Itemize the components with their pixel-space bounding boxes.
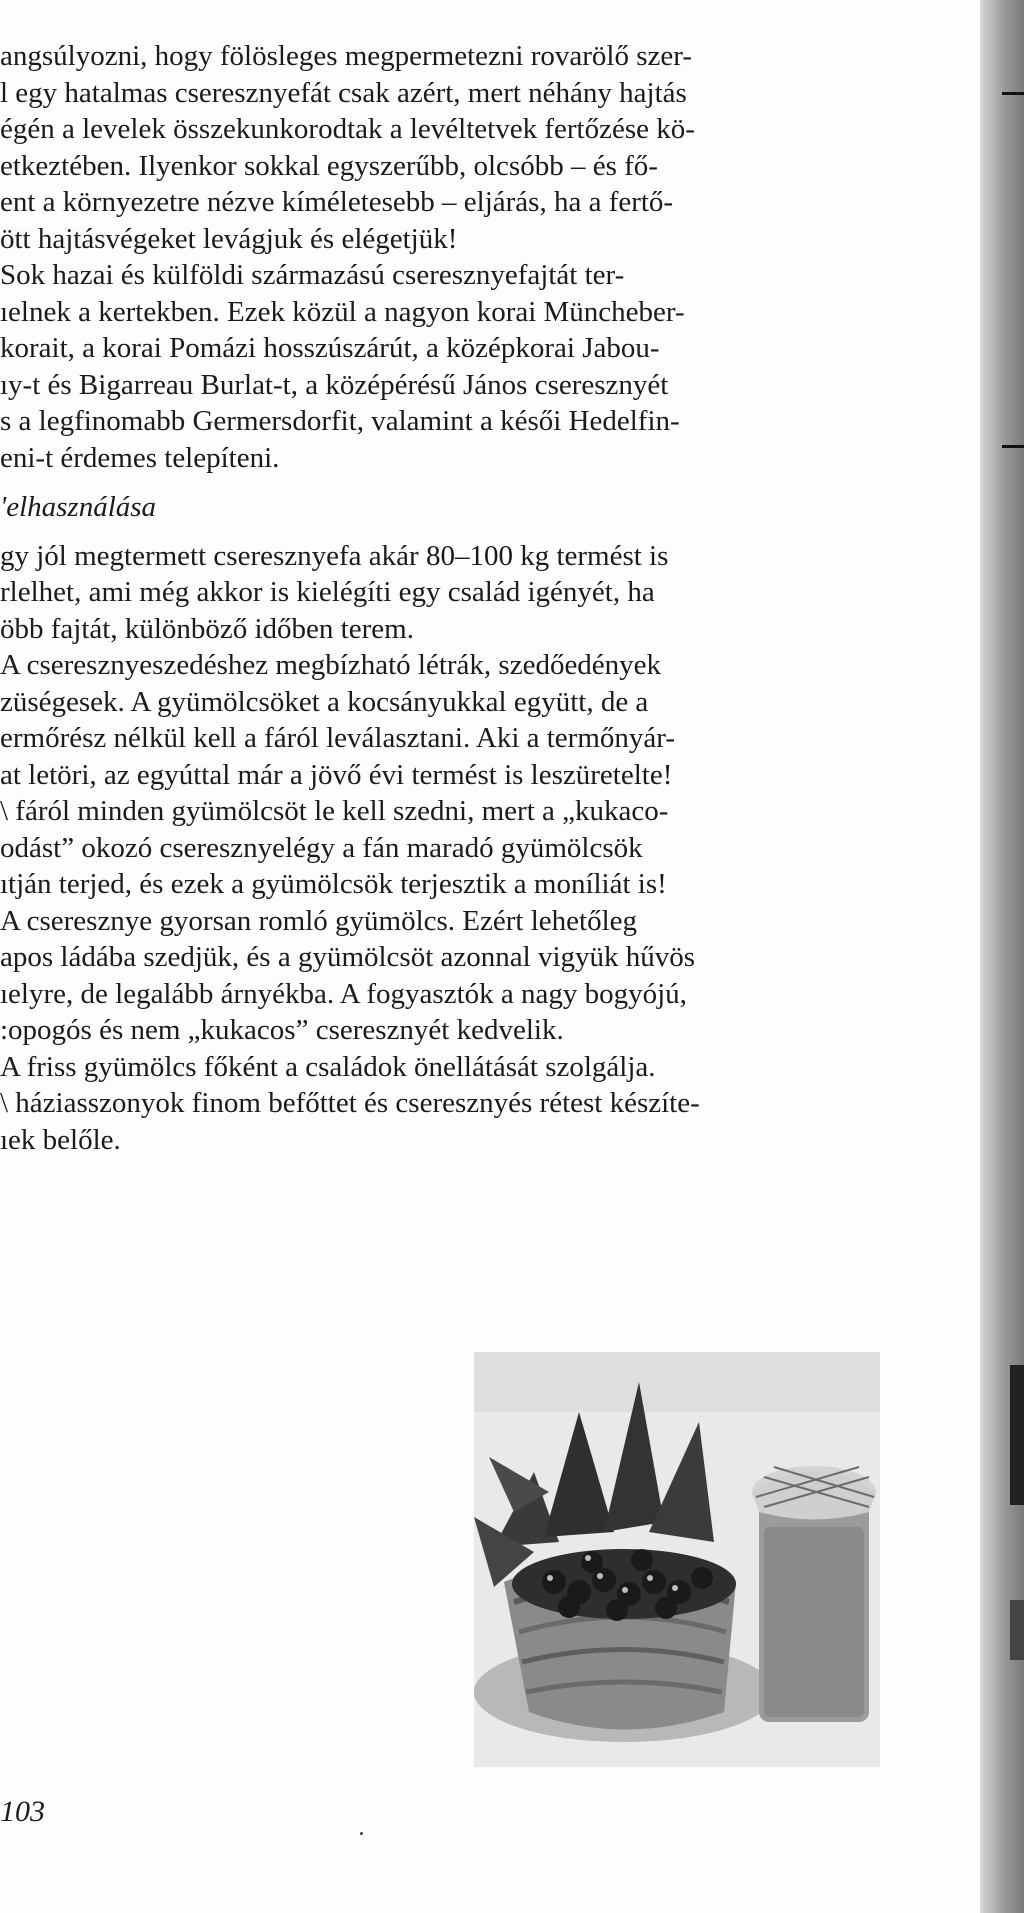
text-line: \ háziasszonyok finom befőttet és cseresznyés rétest készíte-: [0, 1087, 700, 1119]
text-line: :opogós és nem „kukacos” cseresznyét kedvelik.: [0, 1014, 564, 1046]
text-line: ıelyre, de legalább árnyékba. A fogyasztók a nagy bogyójú,: [0, 977, 687, 1010]
text-line: angsúlyozni, hogy fölösleges megpermetezni rovarölő szer-: [0, 40, 692, 72]
section-heading: 'elhasználása: [0, 490, 157, 523]
body-text: [0, 38, 868, 1158]
text-line: eni-t érdemes telepíteni.: [0, 441, 280, 474]
text-line: ött hajtásvégeket levágjuk és elégetjük!: [0, 222, 458, 255]
page-number: 103: [0, 1795, 45, 1828]
text-line: at letöri, az egyúttal már a jövő évi termést is leszüretelte!: [0, 758, 673, 791]
text-line: etkeztében. Ilyenkor sokkal egyszerűbb, olcsóbb – és fő-: [0, 149, 658, 182]
text-line: öbb fajtát, különböző időben terem.: [0, 612, 414, 645]
cherry-basket-illustration: [474, 1352, 880, 1767]
text-line: ent a környezetre nézve kíméletesebb – eljárás, ha a fertő-: [0, 186, 674, 218]
speck: [360, 1832, 363, 1835]
text-line: \ fáról minden gyümölcsöt le kell szedni, mert a „kukaco-: [0, 795, 669, 827]
text-line: l egy hatalmas cseresznyefát csak azért, mert néhány hajtás: [0, 76, 687, 109]
text-line: Sok hazai és külföldi származású cseresznyefajtát ter-: [0, 259, 625, 291]
gutter-mark: [1002, 92, 1024, 95]
book-gutter: [980, 0, 1024, 1913]
text-line: ıy-t és Bigarreau Burlat-t, a középérésű János cseresznyét: [0, 368, 669, 401]
text-line: ıelnek a kertekben. Ezek közül a nagyon korai Müncheber-: [0, 295, 685, 328]
text-line: rlelhet, ami még akkor is kielégíti egy család igényét, ha: [0, 576, 655, 608]
cherry-basket-photo: [474, 1352, 880, 1767]
text-line: gy jól megtermett cseresznyefa akár 80–100 kg termést is: [0, 539, 669, 572]
text-line: odást” okozó cseresznyelégy a fán maradó gyümölcsök: [0, 831, 643, 864]
text-line: ıtján terjed, és ezek a gyümölcsök terjesztik a moníliát is!: [0, 868, 667, 900]
gutter-mark: [1002, 445, 1024, 448]
text-line: ıek belőle.: [0, 1123, 121, 1156]
gutter-tab: [1010, 1600, 1024, 1660]
text-line: s a legfinomabb Germersdorfit, valamint a késői Hedelfin-: [0, 405, 680, 437]
text-line: apos ládába szedjük, és a gyümölcsöt azonnal vigyük hűvös: [0, 941, 696, 973]
text-line: züségesek. A gyümölcsöket a kocsányukkal együtt, de a: [0, 685, 649, 718]
text-line: égén a levelek összekunkorodtak a levéltetvek fertőzése kö-: [0, 113, 695, 145]
text-line: A cseresznyeszedéshez megbízható létrák, szedőedények: [0, 649, 662, 681]
text-line: A cseresznye gyorsan romló gyümölcs. Ezért lehetőleg: [0, 904, 637, 937]
gutter-tab: [1010, 1365, 1024, 1505]
text-line: ermőrész nélkül kell a fáról leválasztani. Aki a termőnyár-: [0, 722, 676, 754]
text-line: A friss gyümölcs főként a családok önellátását szolgálja.: [0, 1050, 656, 1083]
text-line: korait, a korai Pomázi hosszúszárút, a középkorai Jabou-: [0, 332, 660, 364]
